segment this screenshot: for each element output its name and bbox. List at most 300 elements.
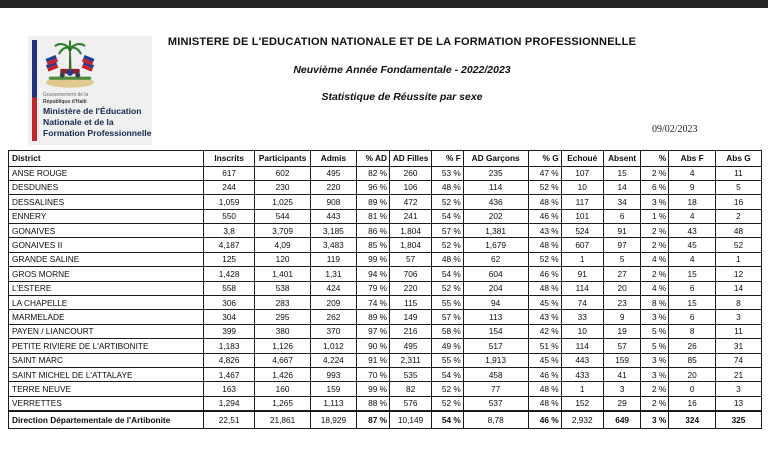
value-cell: 2 % — [641, 224, 669, 238]
value-cell: 3 % — [641, 310, 669, 324]
value-cell: 2 % — [641, 166, 669, 180]
value-cell: 58 % — [432, 324, 464, 338]
value-cell: 89 % — [356, 195, 389, 209]
table-header-row — [9, 151, 762, 167]
value-cell: 49 % — [432, 339, 464, 353]
value-cell: 52 % — [432, 382, 464, 396]
total-value-cell: 22,51 — [204, 411, 255, 429]
value-cell: 97 % — [356, 324, 389, 338]
value-cell: 15 — [669, 267, 716, 281]
table-row — [9, 195, 762, 209]
results-table — [8, 150, 762, 429]
value-cell: 18 — [669, 195, 716, 209]
document-subtitle-stat: Statistique de Réussite par sexe — [321, 91, 483, 103]
value-cell: 4 % — [641, 281, 669, 295]
value-cell: 52 % — [528, 180, 561, 194]
value-cell: 1,294 — [204, 396, 255, 411]
value-cell: 43 % — [528, 224, 561, 238]
total-value-cell: 46 % — [528, 411, 561, 429]
value-cell: 160 — [255, 382, 311, 396]
value-cell: 41 — [603, 367, 641, 381]
value-cell: 86 % — [356, 224, 389, 238]
value-cell: 10 — [561, 180, 603, 194]
district-cell: ENNERY — [9, 209, 204, 223]
value-cell: 46 % — [528, 209, 561, 223]
value-cell: 6 — [669, 281, 716, 295]
table-row — [9, 296, 762, 310]
value-cell: 149 — [390, 310, 432, 324]
value-cell: 11 — [715, 166, 761, 180]
value-cell: 1,804 — [390, 224, 432, 238]
value-cell: 3 — [715, 310, 761, 324]
value-cell: 55 % — [432, 296, 464, 310]
total-value-cell: 3 % — [641, 411, 669, 429]
table-row — [9, 367, 762, 381]
value-cell: 550 — [204, 209, 255, 223]
value-cell: 3 % — [641, 367, 669, 381]
value-cell: 220 — [310, 180, 356, 194]
value-cell: 399 — [204, 324, 255, 338]
value-cell: 31 — [715, 339, 761, 353]
value-cell: 82 — [390, 382, 432, 396]
total-value-cell: 649 — [603, 411, 641, 429]
column-header-abs-f: Abs F — [669, 151, 716, 167]
value-cell: 235 — [463, 166, 528, 180]
district-cell: GROS MORNE — [9, 267, 204, 281]
value-cell: 91 % — [356, 353, 389, 367]
value-cell: 1,025 — [255, 195, 311, 209]
district-cell: GRANDE SALINE — [9, 252, 204, 266]
value-cell: 1,467 — [204, 367, 255, 381]
top-black-bar — [0, 0, 768, 8]
table-row — [9, 166, 762, 180]
value-cell: 6 — [603, 209, 641, 223]
column-header-inscrits: Inscrits — [204, 151, 255, 167]
value-cell: 3 % — [641, 195, 669, 209]
value-cell: 4,667 — [255, 353, 311, 367]
district-cell: GONAIVES — [9, 224, 204, 238]
government-label-line2: République d'Haïti — [43, 98, 87, 105]
value-cell: 46 % — [528, 367, 561, 381]
total-value-cell: 87 % — [356, 411, 389, 429]
value-cell: 495 — [390, 339, 432, 353]
value-cell: 8 — [715, 296, 761, 310]
value-cell: 3,709 — [255, 224, 311, 238]
total-value-cell: 10,149 — [390, 411, 432, 429]
value-cell: 306 — [204, 296, 255, 310]
value-cell: 97 — [603, 238, 641, 252]
district-cell: GONAIVES II — [9, 238, 204, 252]
table-row — [9, 267, 762, 281]
value-cell: 1,265 — [255, 396, 311, 411]
value-cell: 90 % — [356, 339, 389, 353]
value-cell: 29 — [603, 396, 641, 411]
value-cell: 96 % — [356, 180, 389, 194]
total-value-cell: 2,932 — [561, 411, 603, 429]
value-cell: 1 — [561, 252, 603, 266]
value-cell: 57 % — [432, 224, 464, 238]
district-cell: PETITE RIVIERE DE L'ARTIBONITE — [9, 339, 204, 353]
value-cell: 14 — [715, 281, 761, 295]
value-cell: 48 % — [528, 238, 561, 252]
value-cell: 3,8 — [204, 224, 255, 238]
value-cell: 260 — [390, 166, 432, 180]
district-cell: ANSE ROUGE — [9, 166, 204, 180]
value-cell: 77 — [463, 382, 528, 396]
value-cell: 216 — [390, 324, 432, 338]
value-cell: 558 — [204, 281, 255, 295]
district-cell: LA CHAPELLE — [9, 296, 204, 310]
value-cell: 48 % — [528, 281, 561, 295]
value-cell: 88 % — [356, 396, 389, 411]
value-cell: 54 % — [432, 367, 464, 381]
value-cell: 48 % — [432, 180, 464, 194]
value-cell: 1,31 — [310, 267, 356, 281]
value-cell: 3 % — [641, 353, 669, 367]
value-cell: 159 — [310, 382, 356, 396]
value-cell: 1,913 — [463, 353, 528, 367]
value-cell: 4,224 — [310, 353, 356, 367]
value-cell: 33 — [561, 310, 603, 324]
total-value-cell: 54 % — [432, 411, 464, 429]
district-cell: PAYEN / LIANCOURT — [9, 324, 204, 338]
value-cell: 43 % — [528, 310, 561, 324]
value-cell: 537 — [463, 396, 528, 411]
table-row — [9, 238, 762, 252]
value-cell: 94 — [463, 296, 528, 310]
value-cell: 1,804 — [390, 238, 432, 252]
value-cell: 117 — [561, 195, 603, 209]
value-cell: 11 — [715, 324, 761, 338]
value-cell: 2 % — [641, 238, 669, 252]
flag-color-bar — [32, 40, 37, 141]
document-title: MINISTERE DE L'EDUCATION NATIONALE ET DE LA FORMATION PROFESSIONNELLE — [167, 36, 637, 48]
value-cell: 4,09 — [255, 238, 311, 252]
value-cell: 34 — [603, 195, 641, 209]
value-cell: 154 — [463, 324, 528, 338]
value-cell: 436 — [463, 195, 528, 209]
district-cell: MARMELADE — [9, 310, 204, 324]
column-header-pct-f: % F — [432, 151, 464, 167]
value-cell: 91 — [561, 267, 603, 281]
value-cell: 4 — [669, 252, 716, 266]
value-cell: 3 — [715, 382, 761, 396]
value-cell: 106 — [390, 180, 432, 194]
value-cell: 380 — [255, 324, 311, 338]
value-cell: 607 — [561, 238, 603, 252]
value-cell: 85 % — [356, 238, 389, 252]
value-cell: 6 — [669, 310, 716, 324]
value-cell: 57 — [603, 339, 641, 353]
value-cell: 304 — [204, 310, 255, 324]
value-cell: 48 % — [432, 252, 464, 266]
value-cell: 101 — [561, 209, 603, 223]
value-cell: 604 — [463, 267, 528, 281]
district-cell: DESDUNES — [9, 180, 204, 194]
value-cell: 433 — [561, 367, 603, 381]
value-cell: 8 — [669, 324, 716, 338]
value-cell: 908 — [310, 195, 356, 209]
column-header-abs-g: Abs G — [715, 151, 761, 167]
value-cell: 13 — [715, 396, 761, 411]
value-cell: 1,012 — [310, 339, 356, 353]
ministry-name — [43, 106, 151, 140]
value-cell: 51 % — [528, 339, 561, 353]
value-cell: 4 — [669, 166, 716, 180]
value-cell: 23 — [603, 296, 641, 310]
value-cell: 2 % — [641, 267, 669, 281]
value-cell: 5 — [603, 252, 641, 266]
total-value-cell: 8,78 — [463, 411, 528, 429]
value-cell: 1,428 — [204, 267, 255, 281]
district-cell: L'ESTERE — [9, 281, 204, 295]
value-cell: 48 % — [528, 382, 561, 396]
value-cell: 1,426 — [255, 367, 311, 381]
value-cell: 1 % — [641, 209, 669, 223]
column-header-echou: Echoué — [561, 151, 603, 167]
government-label-line1: Gouvernement de la — [43, 92, 89, 98]
value-cell: 15 — [603, 166, 641, 180]
table-row — [9, 252, 762, 266]
value-cell: 2 — [715, 209, 761, 223]
table-row — [9, 353, 762, 367]
value-cell: 1,059 — [204, 195, 255, 209]
value-cell: 6 % — [641, 180, 669, 194]
value-cell: 19 — [603, 324, 641, 338]
value-cell: 74 — [561, 296, 603, 310]
value-cell: 1,401 — [255, 267, 311, 281]
value-cell: 9 — [669, 180, 716, 194]
value-cell: 82 % — [356, 166, 389, 180]
table-row — [9, 281, 762, 295]
value-cell: 21 — [715, 367, 761, 381]
value-cell: 70 % — [356, 367, 389, 381]
value-cell: 42 % — [528, 324, 561, 338]
value-cell: 14 — [603, 180, 641, 194]
value-cell: 113 — [463, 310, 528, 324]
value-cell: 57 — [390, 252, 432, 266]
value-cell: 62 — [463, 252, 528, 266]
value-cell: 1,113 — [310, 396, 356, 411]
column-header-participants: Participants — [255, 151, 311, 167]
value-cell: 295 — [255, 310, 311, 324]
value-cell: 26 — [669, 339, 716, 353]
value-cell: 120 — [255, 252, 311, 266]
total-label-cell: Direction Départementale de l'Artibonite — [9, 411, 204, 429]
value-cell: 163 — [204, 382, 255, 396]
ministry-name-line1: Ministère de l'Éducation — [43, 106, 142, 116]
ministry-logo — [28, 36, 152, 145]
value-cell: 544 — [255, 209, 311, 223]
document-subtitle-year: Neuvième Année Fondamentale - 2022/2023 — [293, 64, 511, 76]
value-cell: 46 % — [528, 267, 561, 281]
value-cell: 27 — [603, 267, 641, 281]
value-cell: 45 % — [528, 296, 561, 310]
value-cell: 48 % — [528, 396, 561, 411]
column-header-ad-gar-ons: AD Garçons — [463, 151, 528, 167]
value-cell: 3,483 — [310, 238, 356, 252]
value-cell: 204 — [463, 281, 528, 295]
column-header-pct-g: % G — [528, 151, 561, 167]
table-row — [9, 324, 762, 338]
value-cell: 48 — [715, 224, 761, 238]
value-cell: 3 — [603, 382, 641, 396]
value-cell: 4,187 — [204, 238, 255, 252]
value-cell: 94 % — [356, 267, 389, 281]
district-cell: DESSALINES — [9, 195, 204, 209]
value-cell: 2 % — [641, 396, 669, 411]
value-cell: 9 — [603, 310, 641, 324]
value-cell: 15 — [669, 296, 716, 310]
value-cell: 370 — [310, 324, 356, 338]
value-cell: 47 % — [528, 166, 561, 180]
ministry-name-line3: Formation Professionnelle — [43, 128, 152, 139]
haiti-coat-of-arms-icon — [41, 40, 99, 90]
column-header-pct: % — [641, 151, 669, 167]
column-header-district: District — [9, 151, 204, 167]
total-value-cell: 324 — [669, 411, 716, 429]
value-cell: 424 — [310, 281, 356, 295]
value-cell: 48 % — [528, 195, 561, 209]
value-cell: 576 — [390, 396, 432, 411]
value-cell: 472 — [390, 195, 432, 209]
value-cell: 57 % — [432, 310, 464, 324]
value-cell: 52 % — [432, 238, 464, 252]
column-header-admis: Admis — [310, 151, 356, 167]
value-cell: 74 — [715, 353, 761, 367]
value-cell: 5 — [715, 180, 761, 194]
value-cell: 0 — [669, 382, 716, 396]
value-cell: 52 % — [432, 195, 464, 209]
value-cell: 89 % — [356, 310, 389, 324]
value-cell: 99 % — [356, 252, 389, 266]
value-cell: 99 % — [356, 382, 389, 396]
value-cell: 20 — [603, 281, 641, 295]
value-cell: 209 — [310, 296, 356, 310]
value-cell: 52 % — [528, 252, 561, 266]
table-row — [9, 180, 762, 194]
value-cell: 43 — [669, 224, 716, 238]
value-cell: 91 — [603, 224, 641, 238]
table-row — [9, 209, 762, 223]
district-cell: SAINT MICHEL DE L'ATTALAYE — [9, 367, 204, 381]
value-cell: 993 — [310, 367, 356, 381]
total-value-cell: 18,929 — [310, 411, 356, 429]
total-value-cell: 21,861 — [255, 411, 311, 429]
value-cell: 107 — [561, 166, 603, 180]
column-header-absent: Absent — [603, 151, 641, 167]
value-cell: 2 % — [641, 382, 669, 396]
value-cell: 1,679 — [463, 238, 528, 252]
district-cell: VERRETTES — [9, 396, 204, 411]
value-cell: 283 — [255, 296, 311, 310]
value-cell: 12 — [715, 267, 761, 281]
value-cell: 16 — [669, 396, 716, 411]
value-cell: 1,183 — [204, 339, 255, 353]
total-value-cell: 325 — [715, 411, 761, 429]
value-cell: 54 % — [432, 267, 464, 281]
district-cell: TERRE NEUVE — [9, 382, 204, 396]
value-cell: 20 — [669, 367, 716, 381]
value-cell: 114 — [561, 339, 603, 353]
value-cell: 538 — [255, 281, 311, 295]
value-cell: 241 — [390, 209, 432, 223]
value-cell: 706 — [390, 267, 432, 281]
value-cell: 45 — [669, 238, 716, 252]
value-cell: 2,311 — [390, 353, 432, 367]
value-cell: 125 — [204, 252, 255, 266]
value-cell: 3,185 — [310, 224, 356, 238]
ministry-name-line2: Nationale et de la — [43, 117, 114, 128]
table-total-row — [9, 411, 762, 429]
table-row — [9, 396, 762, 411]
value-cell: 81 % — [356, 209, 389, 223]
value-cell: 602 — [255, 166, 311, 180]
value-cell: 535 — [390, 367, 432, 381]
value-cell: 52 % — [432, 281, 464, 295]
value-cell: 8 % — [641, 296, 669, 310]
table-body — [9, 166, 762, 429]
value-cell: 495 — [310, 166, 356, 180]
value-cell: 10 — [561, 324, 603, 338]
value-cell: 5 % — [641, 339, 669, 353]
value-cell: 1 — [561, 382, 603, 396]
value-cell: 5 % — [641, 324, 669, 338]
value-cell: 119 — [310, 252, 356, 266]
value-cell: 53 % — [432, 166, 464, 180]
value-cell: 4,826 — [204, 353, 255, 367]
table-row — [9, 224, 762, 238]
value-cell: 262 — [310, 310, 356, 324]
value-cell: 220 — [390, 281, 432, 295]
value-cell: 52 % — [432, 396, 464, 411]
value-cell: 45 % — [528, 353, 561, 367]
value-cell: 244 — [204, 180, 255, 194]
value-cell: 458 — [463, 367, 528, 381]
government-label — [43, 92, 88, 105]
value-cell: 114 — [463, 180, 528, 194]
value-cell: 55 % — [432, 353, 464, 367]
value-cell: 85 — [669, 353, 716, 367]
value-cell: 230 — [255, 180, 311, 194]
table-row — [9, 339, 762, 353]
value-cell: 443 — [310, 209, 356, 223]
value-cell: 52 — [715, 238, 761, 252]
column-header-pct-ad: % AD — [356, 151, 389, 167]
value-cell: 202 — [463, 209, 528, 223]
district-cell: SAINT MARC — [9, 353, 204, 367]
value-cell: 1,126 — [255, 339, 311, 353]
value-cell: 159 — [603, 353, 641, 367]
value-cell: 79 % — [356, 281, 389, 295]
value-cell: 617 — [204, 166, 255, 180]
column-header-ad-filles: AD Filles — [390, 151, 432, 167]
value-cell: 74 % — [356, 296, 389, 310]
value-cell: 4 — [669, 209, 716, 223]
value-cell: 114 — [561, 281, 603, 295]
value-cell: 16 — [715, 195, 761, 209]
value-cell: 1,381 — [463, 224, 528, 238]
value-cell: 152 — [561, 396, 603, 411]
value-cell: 1 — [715, 252, 761, 266]
document-date: 09/02/2023 — [652, 124, 698, 135]
value-cell: 54 % — [432, 209, 464, 223]
value-cell: 517 — [463, 339, 528, 353]
value-cell: 115 — [390, 296, 432, 310]
value-cell: 524 — [561, 224, 603, 238]
value-cell: 4 % — [641, 252, 669, 266]
table-row — [9, 382, 762, 396]
